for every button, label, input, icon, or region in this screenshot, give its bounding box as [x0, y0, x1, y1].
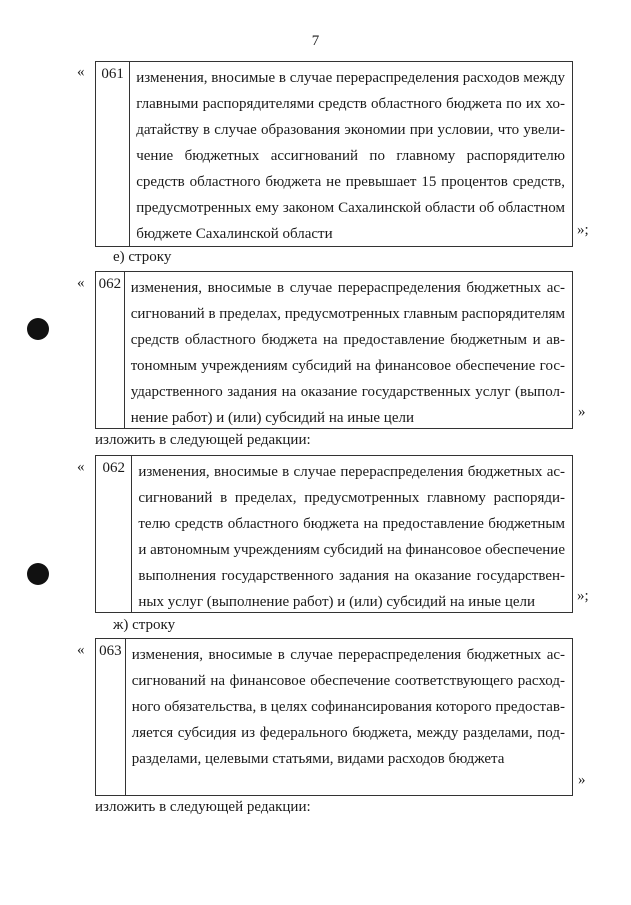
- line: телю средств областного бюджета на предоставление бюджетным: [138, 516, 565, 532]
- close-quote: »;: [577, 222, 589, 238]
- budget-row-table: [95, 271, 573, 429]
- close-quote: »;: [577, 588, 589, 604]
- line: ляется субсидия из федерального бюджета, между разделами, под-: [131, 725, 565, 741]
- line: тономным учреждениям субсидий на финансовое обеспечение гос-: [130, 358, 565, 374]
- label-e-row: е) строку: [113, 249, 172, 265]
- page-number: 7: [311, 33, 320, 49]
- line: средств областного бюджета на предоставление бюджетным и ав-: [130, 332, 565, 348]
- hole-punch-top: [27, 318, 49, 340]
- open-quote: «: [77, 275, 85, 291]
- line: сигнований в пределах, предусмотренных главному распоряди-: [138, 490, 565, 506]
- budget-row-table: [95, 638, 573, 796]
- close-quote: »: [578, 772, 586, 788]
- label-state: изложить в следующей редакции:: [95, 432, 311, 448]
- line: изменения, вносимые в случае перераспределения расходов между: [136, 70, 565, 86]
- line: предусмотренных ему законом Сахалинской области об областном: [136, 200, 565, 216]
- label-zh-row: ж) строку: [113, 617, 176, 633]
- description-cell: [132, 456, 572, 612]
- label-state: изложить в следующей редакции:: [95, 799, 311, 815]
- description-cell: [130, 62, 572, 246]
- line: нение работ) и (или) субсидий на иные цели: [130, 410, 414, 426]
- line: ных услуг (выполнение работ) и (или) субсидий на иные цели: [138, 594, 536, 610]
- line: сигнований в пределах, предусмотренных главным распорядителям: [130, 306, 565, 322]
- line: изменения, вносимые в случае перераспределения бюджетных ас-: [131, 647, 565, 663]
- line: и автономным учреждениям субсидий на финансовое обеспечение: [138, 542, 565, 558]
- budget-row-table: [95, 61, 573, 247]
- code-cell: 062: [96, 272, 125, 428]
- line: разделами, целевыми статьями, видами расходов бюджета: [131, 751, 505, 767]
- open-quote: «: [77, 642, 85, 658]
- line: сигнований на финансовое обеспечение соответствующего расход-: [131, 673, 565, 689]
- line: выполнения государственного задания на оказание государствен-: [138, 568, 565, 584]
- hole-punch-bottom: [27, 563, 49, 585]
- line: чение бюджетных ассигнований по главному распорядителю: [136, 148, 565, 164]
- line: датайству в случае образования экономии при условии, что увели-: [136, 122, 565, 138]
- line: ударственного задания на оказание государственных услуг (выпол-: [130, 384, 565, 400]
- line: бюджете Сахалинской области: [136, 226, 333, 242]
- line: изменения, вносимые в случае перераспределения бюджетных ас-: [138, 464, 565, 480]
- close-quote: »: [578, 404, 586, 420]
- description-cell: [125, 272, 572, 428]
- line: изменения, вносимые в случае перераспределения бюджетных ас-: [130, 280, 565, 296]
- line: средств областного бюджета не превышает 15 процентов средств,: [136, 174, 565, 190]
- code-cell: 063: [96, 639, 126, 795]
- open-quote: «: [77, 459, 85, 475]
- budget-row-table: [95, 455, 573, 613]
- code-cell: 061: [96, 62, 130, 246]
- open-quote: «: [77, 64, 85, 80]
- code-cell: 062: [96, 456, 132, 612]
- line: главными распорядителями средств областного бюджета по их хо-: [136, 96, 565, 112]
- line: ного обязательства, в целях софинансирования которого предостав-: [131, 699, 565, 715]
- description-cell: [126, 639, 572, 795]
